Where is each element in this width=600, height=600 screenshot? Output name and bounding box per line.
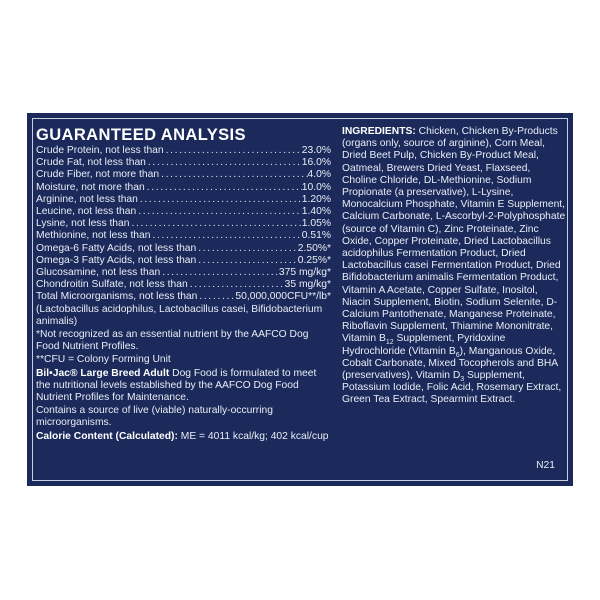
product-code: N21 (536, 460, 555, 471)
analysis-row-value: 4.0% (307, 169, 331, 181)
analysis-row-label: Methionine, not less than (36, 230, 151, 242)
dot-leader (138, 194, 302, 206)
analysis-row-value: 23.0% (301, 145, 331, 156)
dot-leader (196, 243, 298, 255)
analysis-row (36, 243, 331, 255)
analysis-table (36, 145, 331, 304)
dot-leader (136, 206, 302, 218)
analysis-row-value: 1.20% (301, 193, 331, 205)
dot-leader (150, 230, 301, 242)
analysis-row (36, 279, 331, 291)
subscript-d3: 3 (460, 376, 465, 384)
analysis-row-label: Lysine, not less than (36, 218, 130, 230)
formulation-text: Dog Food is formulated to meet the nutritional levels established by the AAFCO Dog Food Nutrient Profiles for Maintenance. (36, 367, 317, 404)
dot-leader (164, 145, 302, 157)
ingredients-section (342, 126, 567, 407)
analysis-row (36, 291, 331, 303)
analysis-row-label: Total Microorganisms, not less than (36, 291, 198, 303)
analysis-row-value: 0.25%* (297, 254, 331, 266)
brand-name: Bil•Jac® Large Breed Adult (36, 367, 170, 379)
analysis-row-label: Omega-6 Fatty Acids, not less than (36, 242, 197, 254)
analysis-row-label: Moisture, not more than (36, 181, 145, 193)
analysis-row (36, 182, 331, 194)
calorie-value: ME = 4011 kcal/kg; 402 kcal/cup (177, 430, 329, 442)
analysis-row-label: Crude Fat, not less than (36, 157, 146, 169)
formulation-statement (36, 368, 331, 405)
analysis-row-value: 50,000,000CFU**/lb* (235, 291, 331, 303)
analysis-row-value: 16.0% (301, 157, 331, 169)
analysis-row-label: Chondroitin Sulfate, not less than (36, 279, 188, 291)
analysis-row-value: 2.50%* (297, 242, 331, 254)
ingredients-text-4: Supplement, Potassium Iodide, Folic Acid, Rosemary Extract, Green Tea Extract, Spearmint Extract. (342, 370, 562, 406)
footnote-not-essential: *Not recognized as an essential nutrient by the AAFCO Dog Food Nutrient Profiles. (36, 329, 309, 353)
dot-leader (145, 182, 302, 194)
dot-leader (159, 169, 307, 181)
calorie-label: Calorie Content (Calculated): (36, 430, 178, 442)
analysis-row (36, 255, 331, 267)
analysis-row (36, 230, 331, 242)
subscript-b6: 6 (455, 351, 460, 359)
analysis-row (36, 206, 331, 218)
analysis-row (36, 194, 331, 206)
analysis-row (36, 145, 331, 157)
analysis-row (36, 169, 331, 181)
guaranteed-analysis-section (36, 126, 331, 443)
dot-leader (146, 157, 302, 169)
analysis-row-value: 1.40% (301, 206, 331, 218)
calorie-content (36, 431, 331, 443)
ingredients-text-2: Supplement, Pyridoxine Hydrochloride (Vitamin B (342, 333, 506, 357)
subscript-b12: 12 (385, 339, 394, 347)
analysis-row-label: Leucine, not less than (36, 206, 137, 218)
analysis-row-label: Crude Fiber, not more than (36, 169, 160, 181)
dot-leader (197, 291, 235, 303)
analysis-row-label: Arginine, not less than (36, 193, 138, 205)
ingredients-text-3: ), Manganous Oxide, Cobalt Carbonate, Mixed Tocopherols and BHA (preservatives), Vitamin D (342, 345, 558, 382)
analysis-row-value: 10.0% (301, 181, 331, 193)
analysis-row-label: Crude Protein, not less than (36, 145, 164, 156)
analysis-row-value: 0.51% (301, 230, 331, 242)
dot-leader (130, 218, 302, 230)
microorganisms-note: (Lactobacillus acidophilus, Lactobacillus casei, Bifidobacterium animalis) (36, 303, 323, 327)
analysis-heading: GUARANTEED ANALYSIS (36, 126, 246, 144)
analysis-row-value: 35 mg/kg* (284, 279, 331, 291)
ingredients-label: INGREDIENTS: (342, 126, 416, 137)
analysis-row-value: 375 mg/kg* (278, 267, 331, 279)
analysis-row-label: Glucosamine, not less than (36, 267, 161, 279)
label-panel (27, 113, 573, 486)
analysis-row-value: 1.05% (301, 218, 331, 230)
live-microorganisms-note: Contains a source of live (viable) naturally-occurring microorganisms. (36, 405, 273, 429)
analysis-row (36, 267, 331, 279)
footnote-cfu: **CFU = Colony Forming Unit (36, 354, 171, 366)
ingredients-text-1: Chicken, Chicken By-Products (organs only, source of arginine), Corn Meal, Dried Beet Pulp, Chicken By-Product Meal, Oatmeal, Brewers Dried Yeast, Flaxseed, Choline Chloride, DL-Methionine, Sodium Propionate (a preservative), L-Lysine, Monocalcium Phosphate, Vitamin E Supplement, Calcium Carbonate, L-Ascorbyl-2-Polyphosphate (source of Vitamin C), Zinc Proteinate, Zinc Oxide, Copper Proteinate, Dried Lactobacillus acidophilus Fermentation Product, Dried Lactobacillus casei Fermentation Product, Dried Bifidobacterium animalis Fermentation Product, Vitamin A Acetate, Copper Sulfate, Inositol, Niacin Supplement, Biotin, Sodium Selenite, D-Calcium Pantothenate, Manganese Proteinate, Riboflavin Supplement, Thiamine Mononitrate, Vitamin B (342, 126, 566, 345)
dot-leader (196, 255, 298, 267)
dot-leader (160, 267, 279, 279)
analysis-row-label: Omega-3 Fatty Acids, not less than (36, 254, 197, 266)
dot-leader (188, 279, 285, 291)
analysis-row (36, 157, 331, 169)
analysis-row (36, 218, 331, 230)
